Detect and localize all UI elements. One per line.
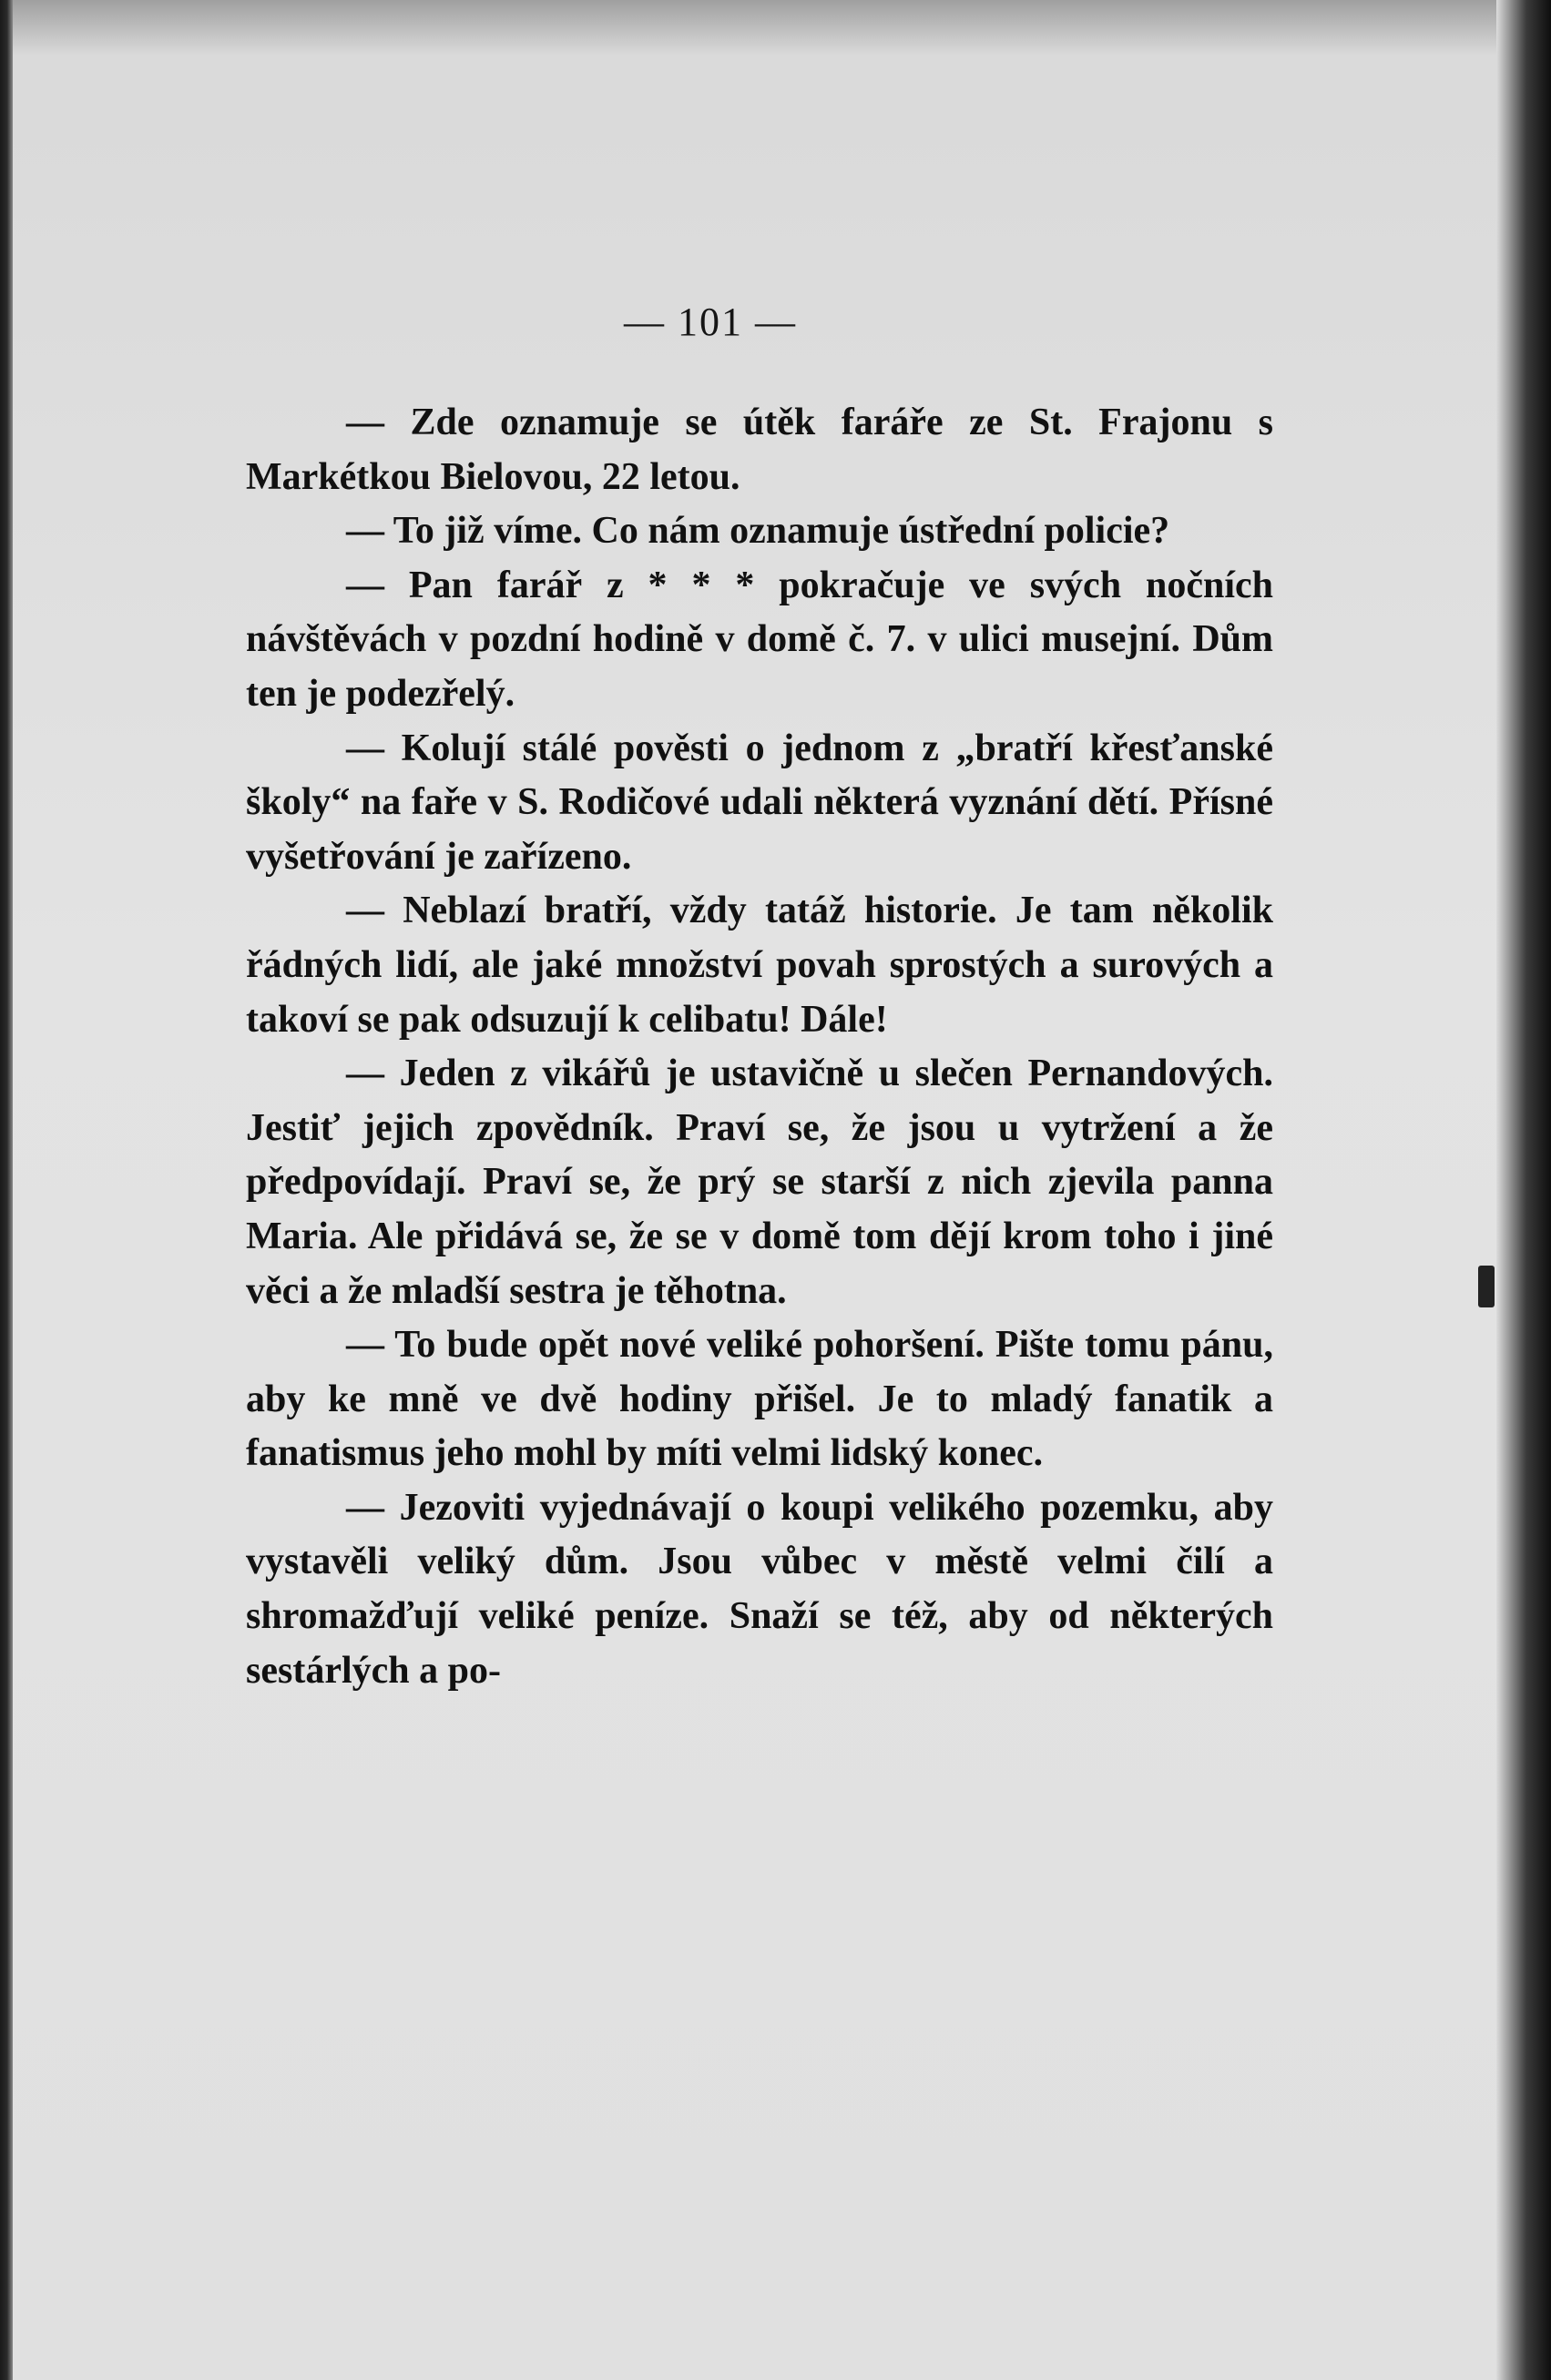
edge-mark bbox=[1478, 1266, 1495, 1307]
page-right-edge bbox=[1496, 0, 1551, 2380]
page-number: — 101 — bbox=[624, 300, 797, 344]
paragraph: — Jezoviti vyjednávají o koupi velikého pozemku, aby vystavěli veliký dům. Jsou vůbec v městě velmi čilí a shromažďují veliké peníze. Snaží se též, aby od některých sestárlých a po- bbox=[246, 1486, 1273, 1692]
paragraph: — Jeden z vikářů je ustavičně u slečen Pernandových. Jestiť jejich zpovědník. Praví se, že jsou u vytržení a že předpovídají. Praví se, že prý se starší z nich zjevila panna Maria. Ale přidává se, že se v domě tom dějí krom toho i jiné věci a že mladší sestra je těhotna. bbox=[246, 1053, 1273, 1312]
paragraph: — Pan farář z * * * pokračuje ve svých nočních návštěvách v pozdní hodině v domě č. 7. v ulici musejní. Dům ten je podezřelý. bbox=[246, 564, 1273, 715]
paragraph: — Zde oznamuje se útěk faráře ze St. Frajonu s Markétkou Bielovou, 22 letou. bbox=[246, 402, 1273, 498]
paragraph: — Kolují stálé pověsti o jednom z „bratří křesťanské školy“ na faře v S. Rodičové udali některá vyznání dětí. Přísné vyšetřování je zařízeno. bbox=[246, 727, 1273, 878]
body-text bbox=[246, 396, 1273, 1698]
paragraph: — To již víme. Co nám oznamuje ústřední policie? bbox=[346, 510, 1170, 553]
binding-edge bbox=[0, 0, 13, 2380]
page-top-shadow bbox=[0, 0, 1551, 55]
paragraph: — Neblazí bratří, vždy tatáž historie. Je tam několik řádných lidí, ale jaké množství povah sprostých a surových a takoví se pak odsuzují k celibatu! Dále! bbox=[246, 890, 1273, 1041]
paragraph: — To bude opět nové veliké pohoršení. Pište tomu pánu, aby ke mně ve dvě hodiny přišel. Je to mladý fanatik a fanatismus jeho mohl by míti velmi lidský konec. bbox=[246, 1324, 1273, 1475]
